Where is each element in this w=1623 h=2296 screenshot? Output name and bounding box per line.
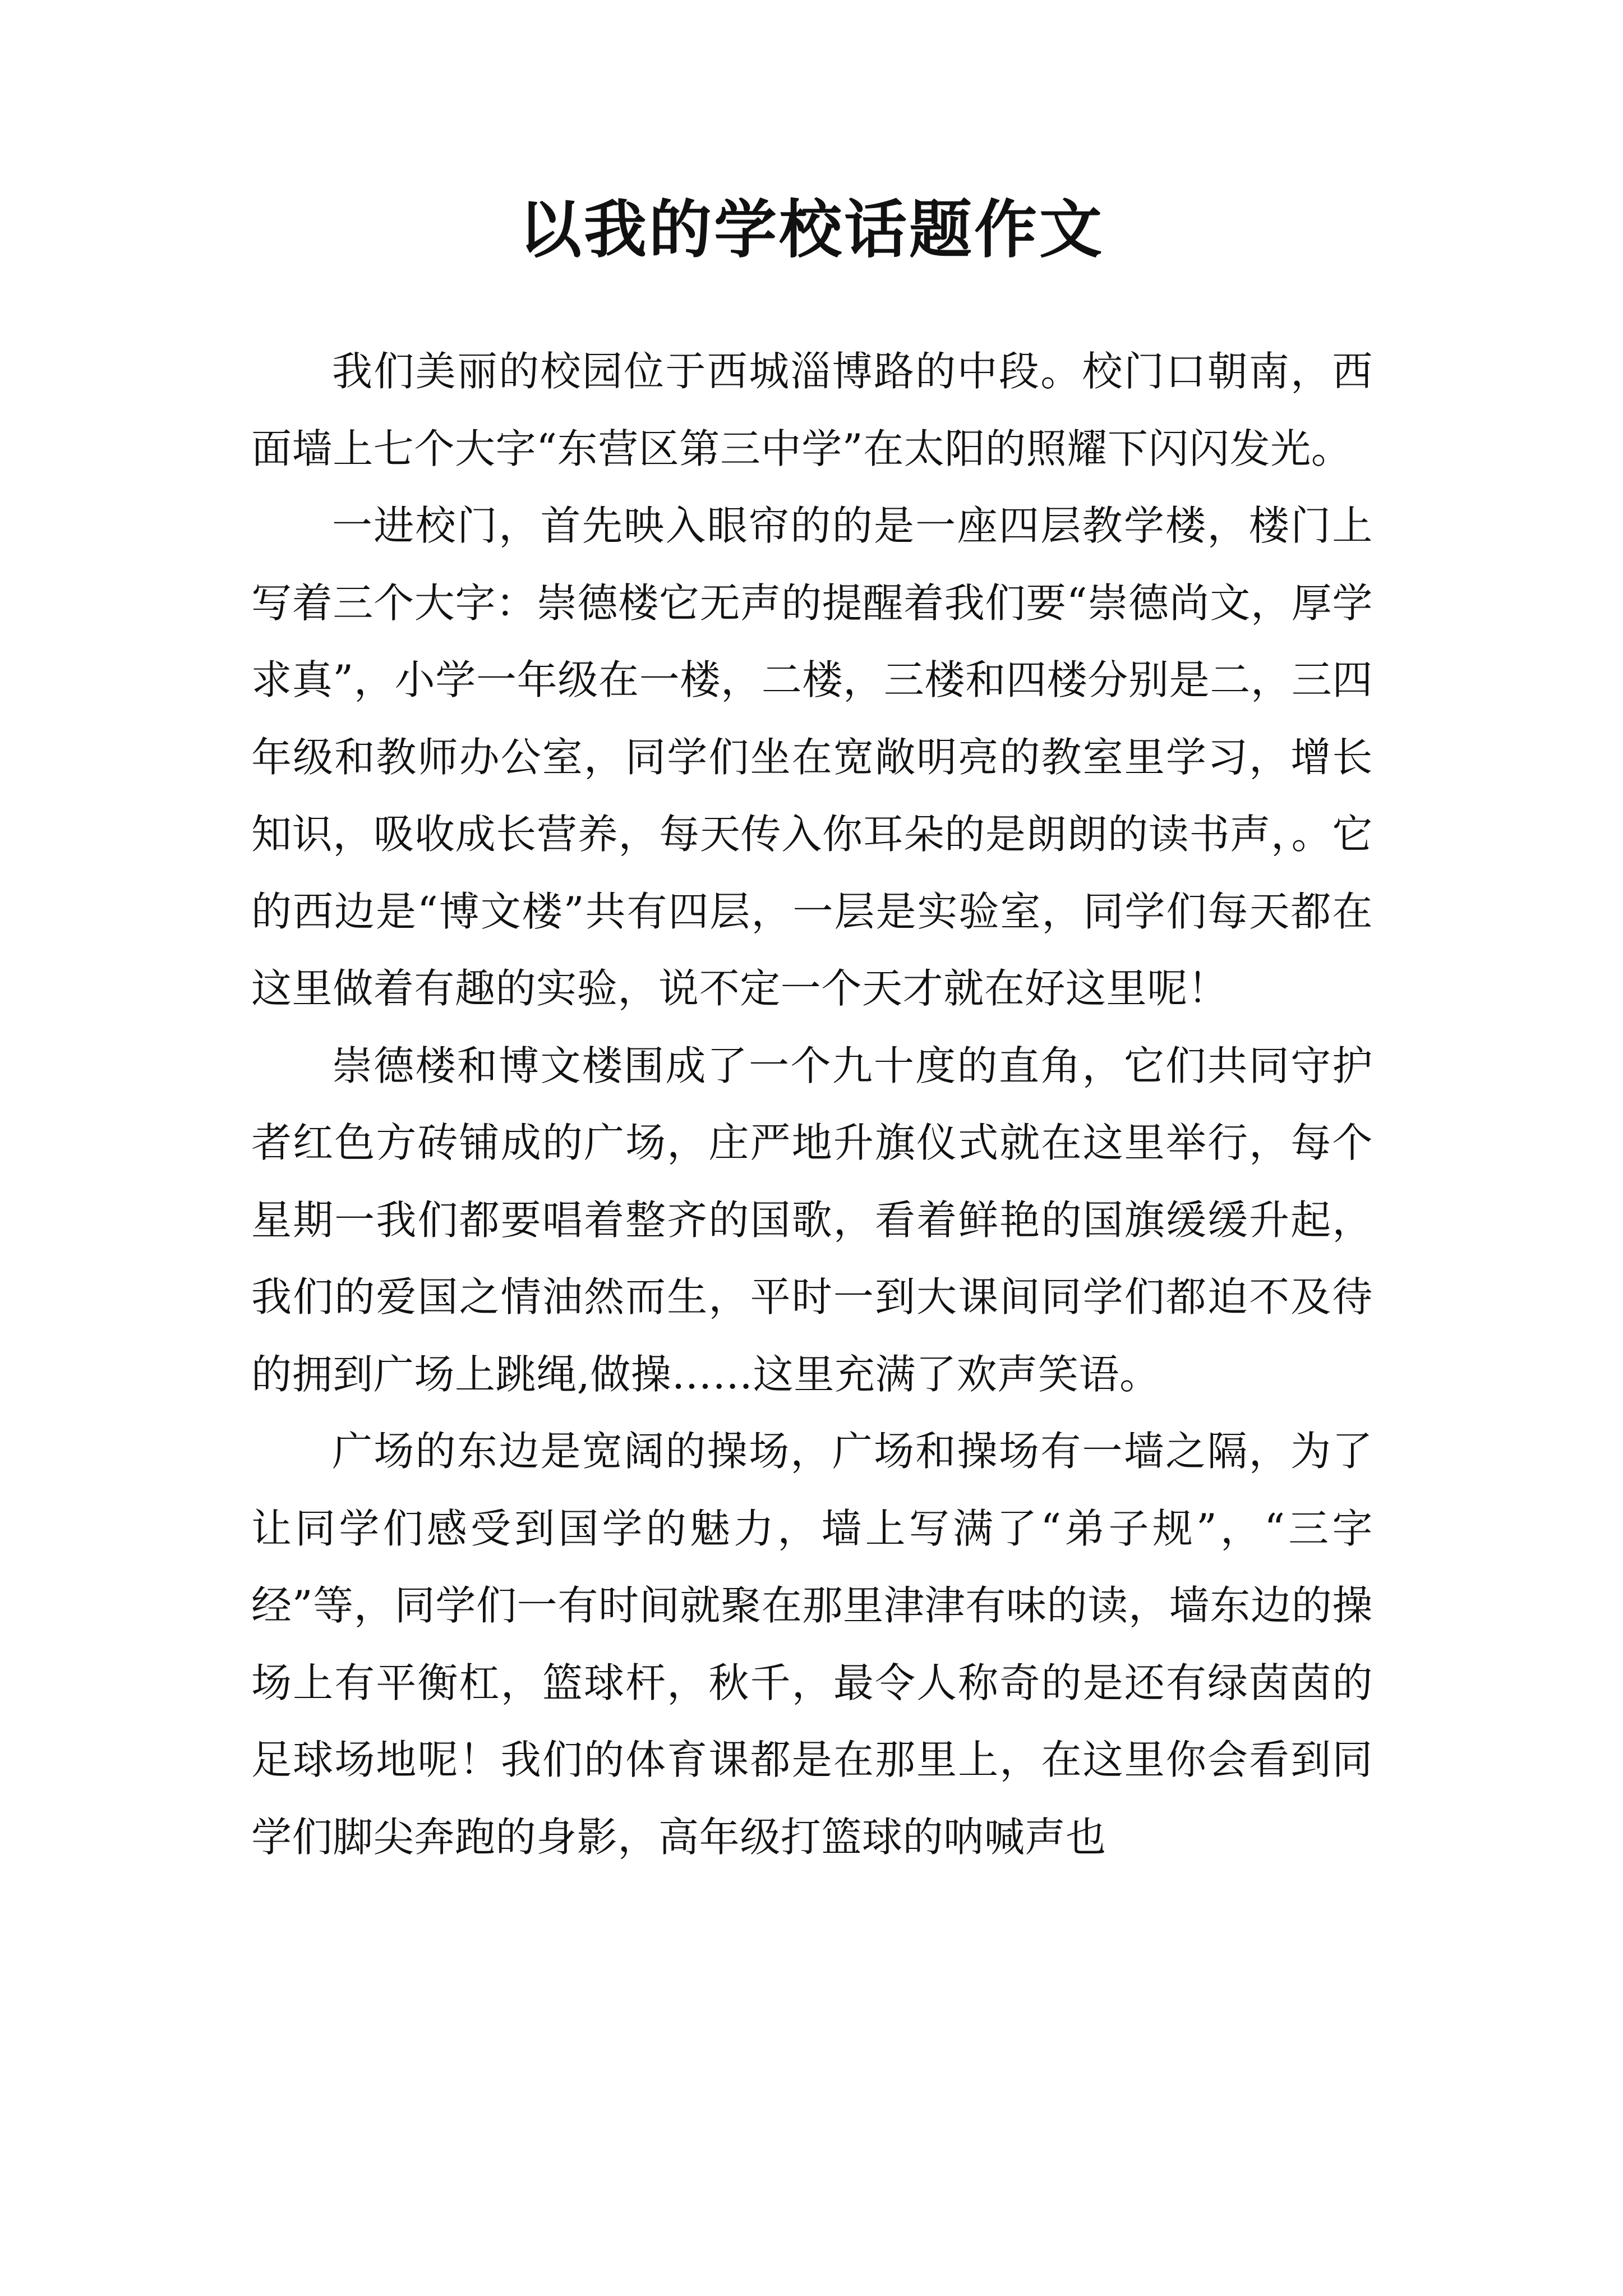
document-title: 以我的学校话题作文 [519,193,1104,266]
paragraph-3: 崇德楼和博文楼围成了一个九十度的直角，它们共同守护者红色方砖铺成的广场，庄严地升旗仪式就在这里举行，每个星期一我们都要唱着整齐的国歌，看着鲜艳的国旗缓缓升起，我们的爱国之情油然而生，平时一到大课间同学们都迫不及待的拥到广场上跳绳,做操……这里充满了欢声笑语。 [251,1042,1373,1398]
paragraph-4: 广场的东边是宽阔的操场，广场和操场有一墙之隔，为了让同学们感受到国学的魅力，墙上写满了“弟子规”，“三字经”等，同学们一有时间就聚在那里津津有味的读，墙东边的操场上有平衡杠，篮球杆，秋千，最令人称奇的是还有绿茵茵的足球场地呢！我们的体育课都是在那里上，在这里你会看到同学们脚尖奔跑的身影，高年级打篮球的呐喊声也 [251,1428,1373,1861]
paragraph-2: 一进校门，首先映入眼帘的的是一座四层教学楼，楼门上写着三个大字：崇德楼它无声的提醒着我们要“崇德尚文，厚学求真”，小学一年级在一楼，二楼，三楼和四楼分别是二，三四年级和教师办公室，同学们坐在宽敞明亮的教室里学习，增长知识，吸收成长营养，每天传入你耳朵的是朗朗的读书声，。它的西边是“博文楼”共有四层，一层是实验室，同学们每天都在这里做着有趣的实验，说不定一个天才就在好这里呢！ [251,502,1373,1012]
document-body [251,333,1373,1876]
paragraph-1: 我们美丽的校园位于西城淄博路的中段。校门口朝南，西面墙上七个大字“东营区第三中学”在太阳的照耀下闪闪发光。 [251,348,1373,472]
